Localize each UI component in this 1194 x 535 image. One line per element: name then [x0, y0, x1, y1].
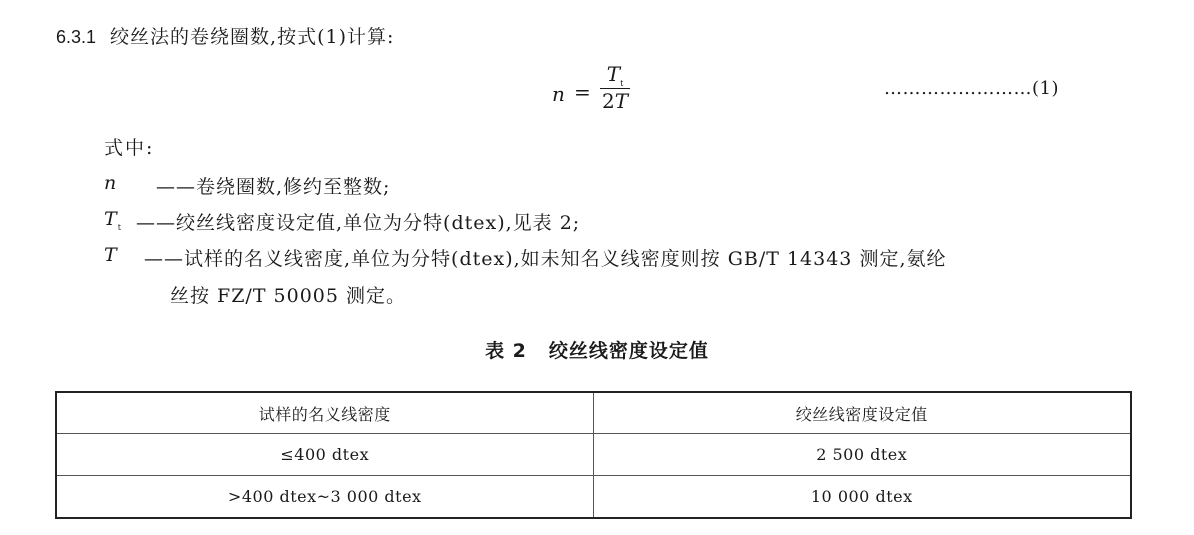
- definition-symbol: [104, 172, 117, 194]
- table-title: 绞丝线密度设定值: [548, 340, 709, 362]
- section-number: 6.3.1: [56, 27, 97, 47]
- definition-symbol: [104, 244, 118, 266]
- formula-lhs: n: [552, 82, 565, 106]
- numerator-var: T: [606, 62, 621, 86]
- denominator-coef: 2: [601, 89, 615, 113]
- symbol-var: T: [104, 208, 118, 230]
- table-row: [56, 434, 1131, 476]
- table-label: 表 2: [485, 340, 527, 362]
- table-header-row: [56, 392, 1131, 434]
- definition-text: ——卷绕圈数,修约至整数;: [156, 176, 391, 198]
- table-row: [56, 476, 1131, 519]
- table-caption: [0, 336, 1194, 363]
- section-heading: [56, 22, 394, 49]
- formula-fraction: [598, 62, 632, 113]
- table-cell: 2 500 dtex: [593, 434, 1131, 476]
- density-table: [55, 391, 1132, 519]
- denominator-var: T: [614, 89, 629, 113]
- symbol-subscript: t: [117, 222, 122, 232]
- table-cell: >400 dtex~3 000 dtex: [56, 476, 593, 519]
- table-header-cell: 绞丝线密度设定值: [593, 392, 1131, 434]
- table-cell: ≤400 dtex: [56, 434, 593, 476]
- where-label: 式中:: [104, 137, 155, 159]
- definition-text: ——试样的名义线密度,单位为分特(dtex),如未知名义线密度则按 GB/T 14343 测定,氨纶: [144, 248, 947, 270]
- equation-number: ……………………(1): [884, 78, 1059, 99]
- table-cell: 10 000 dtex: [593, 476, 1131, 519]
- definition-text: ——绞丝线密度设定值,单位为分特(dtex),见表 2;: [136, 212, 581, 234]
- table-header-cell: 试样的名义线密度: [56, 392, 593, 434]
- symbol-var: T: [104, 244, 118, 266]
- definition-symbol: [104, 208, 122, 232]
- definition-t-continuation: 丝按 FZ/T 50005 测定。: [170, 285, 407, 307]
- numerator-subscript: t: [620, 79, 624, 88]
- formula-denominator: [598, 89, 632, 113]
- section-heading-text: 绞丝法的卷绕圈数,按式(1)计算:: [110, 26, 395, 48]
- symbol-var: n: [104, 172, 118, 194]
- formula-equals: =: [574, 80, 591, 104]
- formula-numerator: [598, 62, 632, 88]
